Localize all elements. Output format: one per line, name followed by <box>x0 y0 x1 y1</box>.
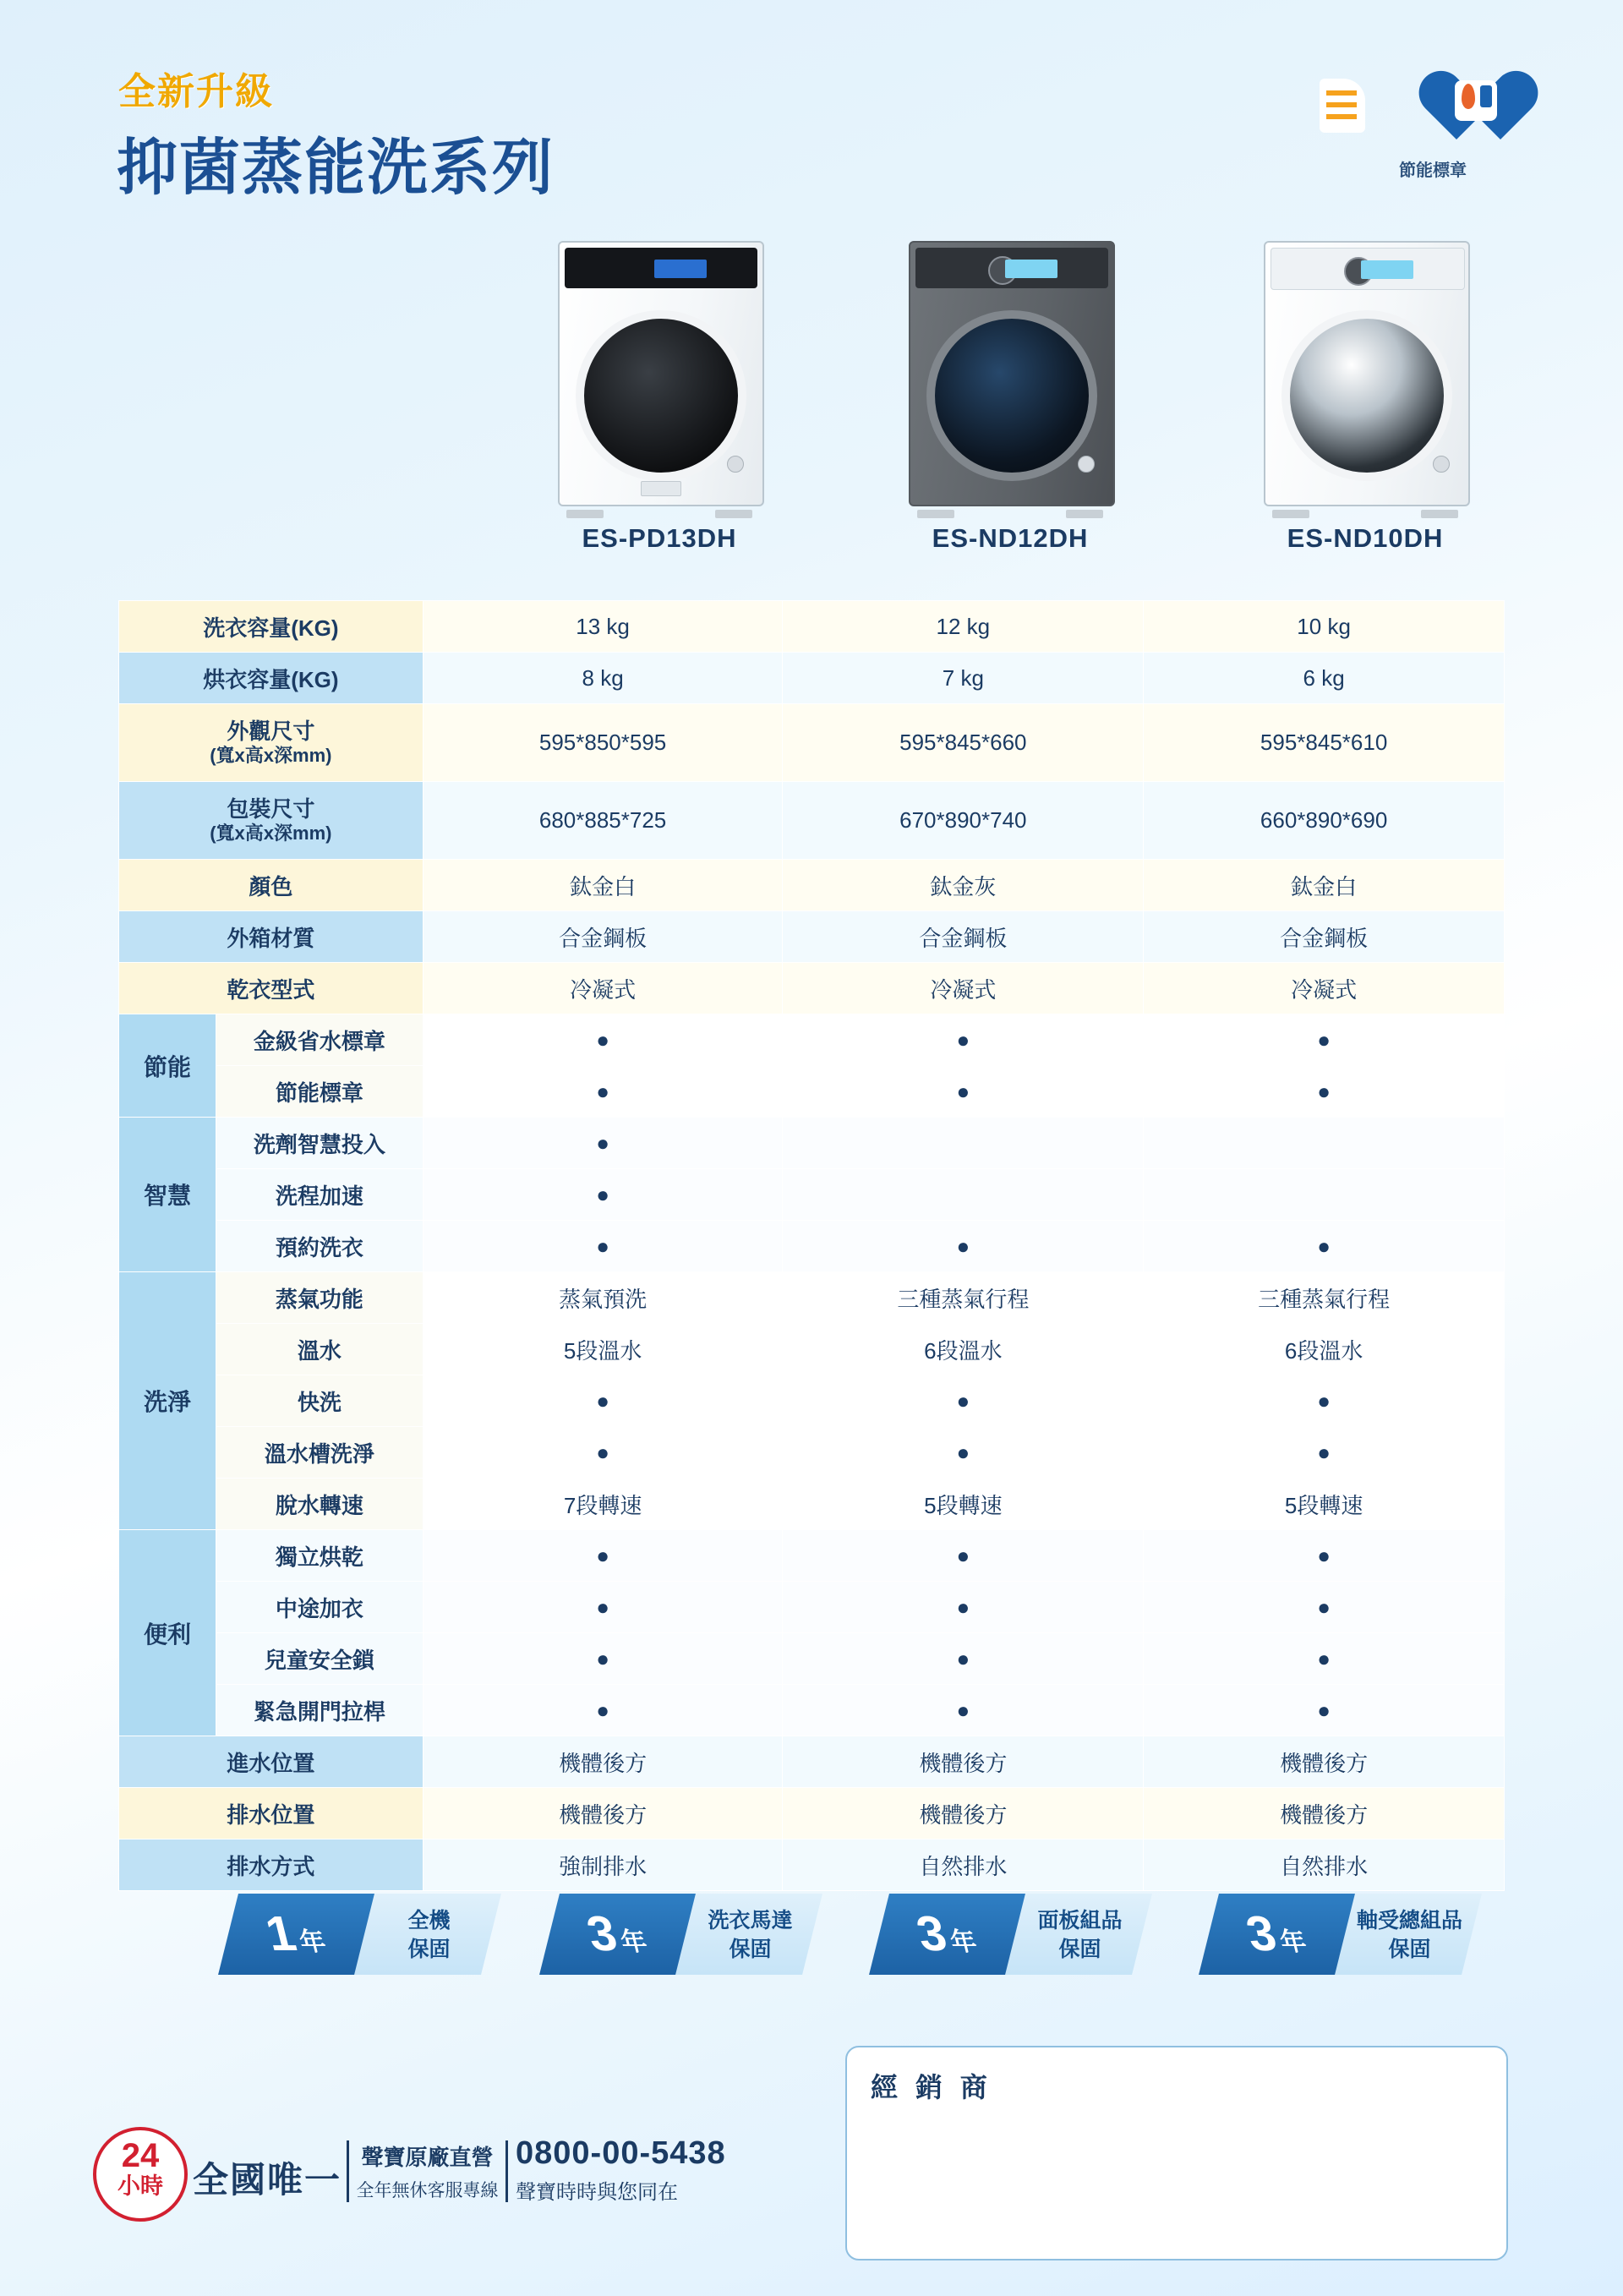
warranty-years-4 <box>1199 1894 1358 1975</box>
warranty-text-4 <box>1335 1894 1482 1975</box>
row-value: 670*890*740 <box>783 782 1144 860</box>
feature-value: ● <box>1144 1221 1505 1272</box>
table-row <box>119 1582 1505 1633</box>
table-row <box>119 1685 1505 1736</box>
table-row <box>119 1066 1505 1118</box>
feature-label: 洗劑智慧投入 <box>216 1118 423 1169</box>
feature-value: 6段溫水 <box>1144 1324 1505 1375</box>
feature-value: ● <box>1144 1066 1505 1118</box>
group-label: 節能 <box>119 1014 216 1118</box>
service-desc-line1: 聲寶原廠直營 <box>361 2145 494 2170</box>
feature-value: ● <box>1144 1530 1505 1582</box>
badge-number: 24 <box>121 2137 160 2174</box>
row-label: 排水位置 <box>119 1788 424 1840</box>
feature-value: 三種蒸氣行程 <box>1144 1272 1505 1324</box>
feature-value: 5段轉速 <box>1144 1479 1505 1530</box>
row-value: 595*850*595 <box>423 704 783 782</box>
row-value: 6 kg <box>1144 653 1505 704</box>
24-hour-badge <box>93 2127 188 2222</box>
warranty-line1: 洗衣馬達 <box>708 1909 793 1932</box>
warranty-unit: 年 <box>617 1928 650 1956</box>
washer-image-2 <box>909 232 1112 511</box>
warranty-unit: 年 <box>296 1928 329 1956</box>
row-label: 洗衣容量(KG) <box>119 601 424 653</box>
feature-value: ● <box>783 1221 1144 1272</box>
table-row <box>119 1014 1505 1066</box>
feature-value: ● <box>783 1530 1144 1582</box>
row-label-line1: 外觀尺寸 <box>227 719 315 745</box>
table-row <box>119 1118 1505 1169</box>
washer-image-1 <box>558 232 761 511</box>
row-label: 排水方式 <box>119 1840 424 1891</box>
warranty-item-1 <box>228 1894 491 1975</box>
heart-plug-icon <box>1369 63 1496 156</box>
water-drop-icon <box>1234 63 1361 156</box>
feature-value: ● <box>423 1118 783 1169</box>
feature-value: ● <box>783 1427 1144 1479</box>
feature-value: ● <box>1144 1014 1505 1066</box>
row-value: 鈦金白 <box>1144 860 1505 911</box>
row-value: 12 kg <box>783 601 1144 653</box>
dealer-box <box>845 2046 1508 2260</box>
row-value: 13 kg <box>423 601 783 653</box>
water-saving-gold-label-icon <box>1234 63 1361 156</box>
feature-value: 三種蒸氣行程 <box>783 1272 1144 1324</box>
row-value: 鈦金白 <box>423 860 783 911</box>
feature-value <box>783 1169 1144 1221</box>
product-2 <box>875 232 1145 554</box>
feature-value: ● <box>423 1685 783 1736</box>
spec-table-wrap <box>118 600 1505 1891</box>
feature-value: ● <box>783 1375 1144 1427</box>
table-row <box>119 1324 1505 1375</box>
feature-label: 節能標章 <box>216 1066 423 1118</box>
row-value: 合金鋼板 <box>1144 911 1505 963</box>
service-info <box>93 2122 795 2223</box>
table-row <box>119 1375 1505 1427</box>
warranty-number: 3 <box>911 1906 953 1961</box>
warranty-unit: 年 <box>947 1928 980 1956</box>
feature-value: ● <box>1144 1375 1505 1427</box>
table-row <box>119 1736 1505 1788</box>
row-label: 顏色 <box>119 860 424 911</box>
feature-value: 蒸氣預洗 <box>423 1272 783 1324</box>
feature-value <box>1144 1169 1505 1221</box>
row-value: 680*885*725 <box>423 782 783 860</box>
product-3 <box>1230 232 1500 554</box>
feature-value: 7段轉速 <box>423 1479 783 1530</box>
feature-label: 中途加衣 <box>216 1582 423 1633</box>
feature-value: 6段溫水 <box>783 1324 1144 1375</box>
row-value: 機體後方 <box>1144 1736 1505 1788</box>
feature-value: ● <box>783 1014 1144 1066</box>
service-phone[interactable]: 0800-00-5438 <box>516 2135 726 2171</box>
row-value: 機體後方 <box>783 1736 1144 1788</box>
row-value: 合金鋼板 <box>783 911 1144 963</box>
row-value: 機體後方 <box>1144 1788 1505 1840</box>
table-row <box>119 1427 1505 1479</box>
warranty-line2: 保固 <box>1388 1937 1431 1961</box>
certification-badges <box>1226 63 1505 199</box>
feature-value: ● <box>783 1685 1144 1736</box>
badge-unit: 小時 <box>117 2173 163 2199</box>
feature-label: 洗程加速 <box>216 1169 423 1221</box>
row-value: 合金鋼板 <box>423 911 783 963</box>
row-value: 冷凝式 <box>423 963 783 1014</box>
row-value: 7 kg <box>783 653 1144 704</box>
warranty-line1: 全機 <box>407 1909 451 1932</box>
feature-label: 獨立烘乾 <box>216 1530 423 1582</box>
spec-table <box>118 600 1505 1891</box>
row-label: 烘衣容量(KG) <box>119 653 424 704</box>
warranty-item-2 <box>549 1894 812 1975</box>
row-label-line2: (寬x高x深mm) <box>210 822 332 844</box>
table-row <box>119 1633 1505 1685</box>
dealer-label: 經 銷 商 <box>871 2072 992 2102</box>
warranty-number: 3 <box>1241 1906 1282 1961</box>
warranty-text-3 <box>1005 1894 1152 1975</box>
row-value: 8 kg <box>423 653 783 704</box>
service-desc <box>347 2140 508 2202</box>
energy-badge-caption: 節能標章 <box>1399 161 1467 180</box>
table-row <box>119 782 1505 860</box>
feature-value <box>1144 1118 1505 1169</box>
feature-value: ● <box>1144 1685 1505 1736</box>
feature-label: 金級省水標章 <box>216 1014 423 1066</box>
feature-value: ● <box>423 1530 783 1582</box>
feature-value: ● <box>423 1014 783 1066</box>
warranty-text-2 <box>675 1894 822 1975</box>
feature-label: 溫水槽洗淨 <box>216 1427 423 1479</box>
warranty-item-4 <box>1209 1894 1472 1975</box>
nationwide-text: 全國唯一 <box>193 2160 342 2200</box>
warranty-line2: 保固 <box>407 1937 451 1961</box>
group-label: 便利 <box>119 1530 216 1736</box>
table-row <box>119 1272 1505 1324</box>
table-row <box>119 704 1505 782</box>
table-row <box>119 1788 1505 1840</box>
table-row <box>119 1840 1505 1891</box>
page-title: 抑菌蒸能洗系列 <box>117 134 555 202</box>
feature-value: ● <box>423 1427 783 1479</box>
feature-value: ● <box>1144 1427 1505 1479</box>
row-value: 機體後方 <box>423 1736 783 1788</box>
row-value: 595*845*660 <box>783 704 1144 782</box>
feature-label: 蒸氣功能 <box>216 1272 423 1324</box>
feature-value: ● <box>1144 1582 1505 1633</box>
table-row <box>119 653 1505 704</box>
feature-label: 脫水轉速 <box>216 1479 423 1530</box>
table-row <box>119 1169 1505 1221</box>
service-slogan: 聲寶時時與您同在 <box>516 2181 678 2204</box>
row-value: 自然排水 <box>783 1840 1144 1891</box>
row-label <box>119 782 424 860</box>
warranty-unit: 年 <box>1276 1928 1309 1956</box>
warranty-years-2 <box>539 1894 699 1975</box>
table-row <box>119 911 1505 963</box>
row-value: 10 kg <box>1144 601 1505 653</box>
warranty-line1: 軸受總組品 <box>1357 1909 1463 1932</box>
row-label: 進水位置 <box>119 1736 424 1788</box>
row-value: 機體後方 <box>783 1788 1144 1840</box>
group-label: 洗淨 <box>119 1272 216 1530</box>
warranty-text-1 <box>354 1894 501 1975</box>
row-value: 自然排水 <box>1144 1840 1505 1891</box>
warranty-years-1 <box>218 1894 378 1975</box>
product-model-1: ES-PD13DH <box>582 523 737 553</box>
warranty-line2: 保固 <box>1058 1937 1101 1961</box>
group-label: 智慧 <box>119 1118 216 1272</box>
product-images-row <box>0 232 1623 588</box>
warranty-line1: 面板組品 <box>1037 1909 1123 1932</box>
row-label: 乾衣型式 <box>119 963 424 1014</box>
warranty-line2: 保固 <box>729 1937 772 1961</box>
feature-label: 溫水 <box>216 1324 423 1375</box>
feature-value: ● <box>423 1169 783 1221</box>
row-value: 強制排水 <box>423 1840 783 1891</box>
table-row <box>119 1221 1505 1272</box>
row-value: 機體後方 <box>423 1788 783 1840</box>
row-value: 660*890*690 <box>1144 782 1505 860</box>
feature-value: 5段溫水 <box>423 1324 783 1375</box>
warranty-number: 1 <box>260 1906 302 1961</box>
table-row <box>119 1479 1505 1530</box>
product-model-2: ES-ND12DH <box>932 523 1089 553</box>
warranty-row <box>211 1894 1496 1987</box>
product-1 <box>524 232 795 554</box>
feature-label: 緊急開門拉桿 <box>216 1685 423 1736</box>
row-value: 595*845*610 <box>1144 704 1505 782</box>
row-value: 鈦金灰 <box>783 860 1144 911</box>
header-eyebrow: 全新升級 <box>118 71 274 112</box>
feature-value: ● <box>783 1066 1144 1118</box>
row-label-line2: (寬x高x深mm) <box>210 744 332 766</box>
feature-value <box>783 1118 1144 1169</box>
feature-value: ● <box>423 1582 783 1633</box>
feature-value: ● <box>423 1066 783 1118</box>
energy-saving-label-icon <box>1369 63 1496 181</box>
row-value: 冷凝式 <box>1144 963 1505 1014</box>
row-label: 外箱材質 <box>119 911 424 963</box>
feature-value: 5段轉速 <box>783 1479 1144 1530</box>
warranty-years-3 <box>869 1894 1029 1975</box>
feature-label: 兒童安全鎖 <box>216 1633 423 1685</box>
feature-label: 快洗 <box>216 1375 423 1427</box>
feature-value: ● <box>1144 1633 1505 1685</box>
feature-label: 預約洗衣 <box>216 1221 423 1272</box>
table-row <box>119 1530 1505 1582</box>
row-label-line1: 包裝尺寸 <box>227 796 315 823</box>
row-label <box>119 704 424 782</box>
row-value: 冷凝式 <box>783 963 1144 1014</box>
warranty-number: 3 <box>582 1906 623 1961</box>
table-row <box>119 601 1505 653</box>
feature-value: ● <box>783 1582 1144 1633</box>
feature-value: ● <box>423 1375 783 1427</box>
table-row <box>119 963 1505 1014</box>
feature-value: ● <box>423 1633 783 1685</box>
service-desc-line2: 全年無休客服專線 <box>356 2181 499 2200</box>
service-contact <box>516 2135 744 2205</box>
warranty-item-3 <box>879 1894 1142 1975</box>
washer-image-3 <box>1264 232 1467 511</box>
feature-value: ● <box>423 1221 783 1272</box>
product-model-3: ES-ND10DH <box>1287 523 1444 553</box>
feature-value: ● <box>783 1633 1144 1685</box>
page-header <box>0 0 1623 254</box>
table-row <box>119 860 1505 911</box>
